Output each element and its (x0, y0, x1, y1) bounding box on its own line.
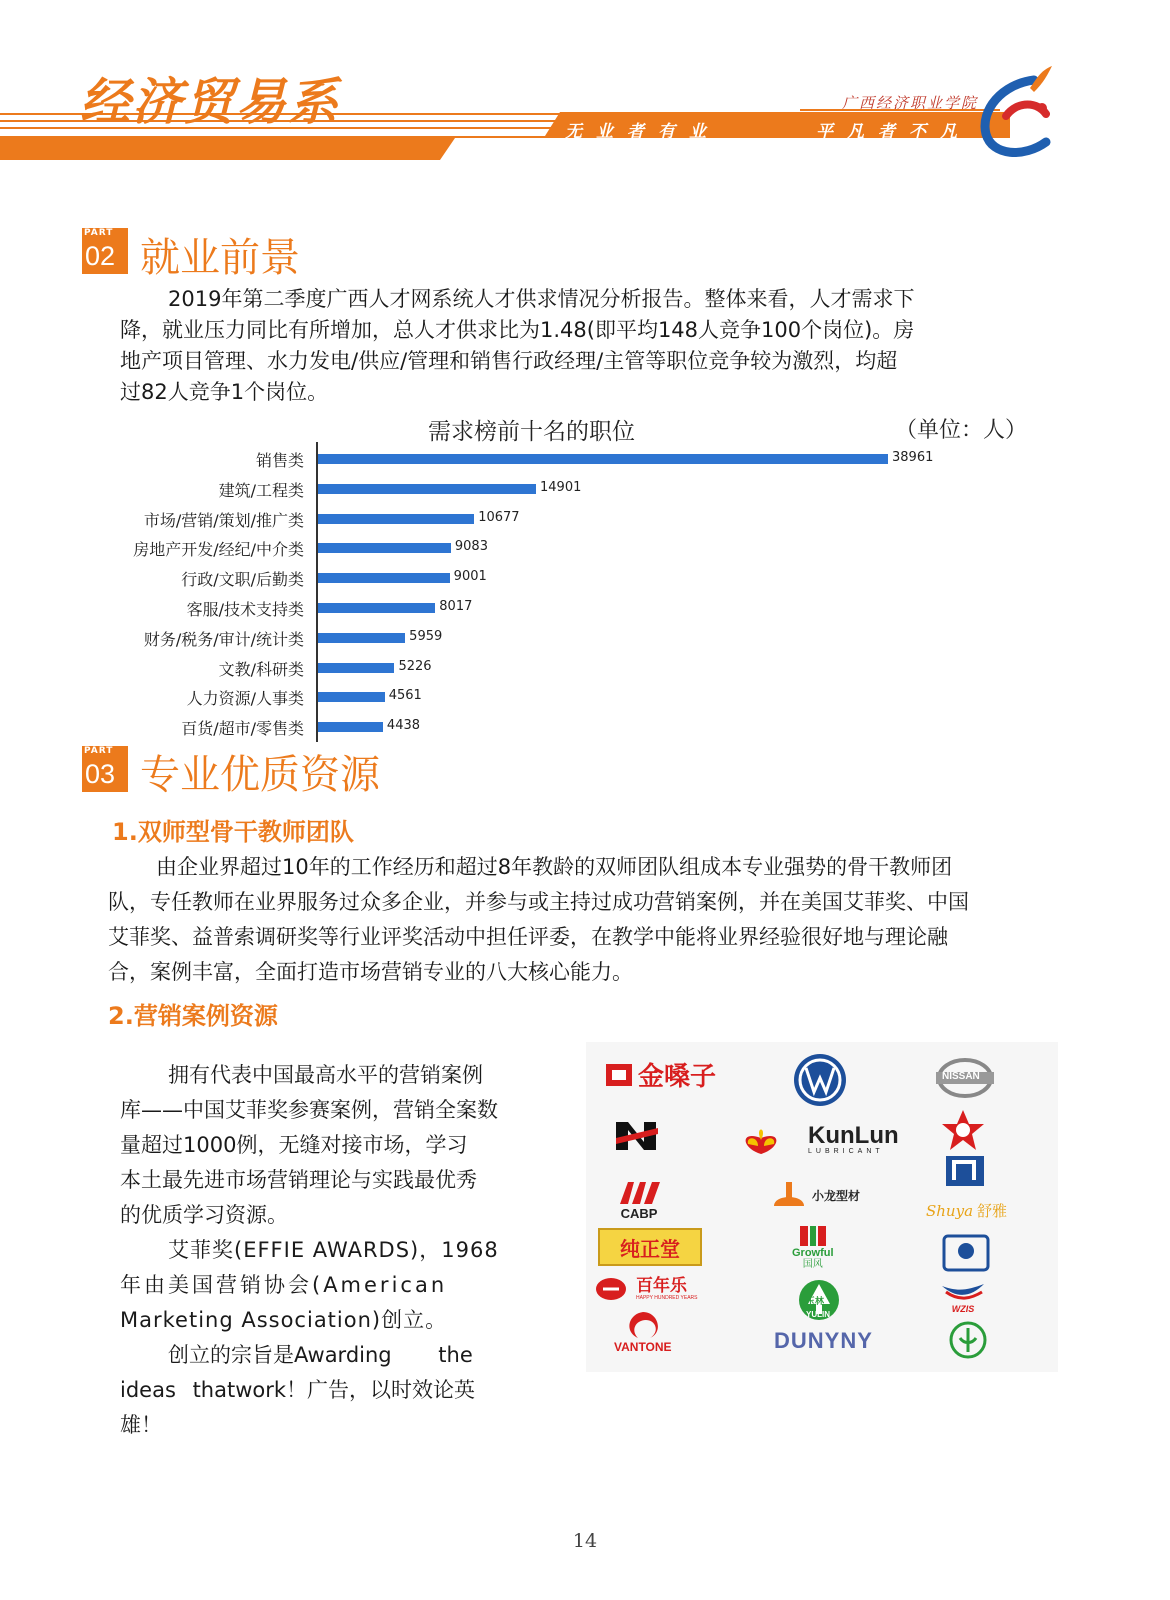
chart-value-label: 5226 (398, 658, 432, 674)
cabp-logo (616, 1178, 662, 1221)
paragraph-line: 合，案例丰富，全面打造市场营销专业的八大核心能力。 (108, 960, 633, 984)
volkswagen-logo (792, 1052, 848, 1108)
wzis-icon (938, 1282, 988, 1304)
chart-value-label: 10677 (478, 509, 520, 525)
college-emblem-icon (972, 62, 1062, 162)
chart-bar (318, 514, 474, 524)
n-brand-icon (614, 1118, 658, 1154)
paragraph-line: 艾菲奖(EFFIE AWARDS)，1968 (168, 1238, 499, 1262)
bainianle-icon (594, 1276, 628, 1302)
paragraph-line: 库——中国艾菲奖参赛案例，营销全案数 (120, 1098, 498, 1122)
chart-value-label: 4438 (386, 718, 421, 734)
employment-paragraph (120, 284, 1020, 408)
motto-left: 无业者有业 (565, 122, 720, 142)
petrochina-logo (736, 1118, 786, 1158)
paragraph-line: 创立的宗旨是Awarding the (168, 1343, 473, 1367)
brand-logo-grid (586, 1042, 1058, 1372)
chart-bar (318, 484, 536, 494)
chart-bar (318, 573, 450, 583)
chart-value-label: 5959 (409, 628, 443, 644)
case-resources-paragraph (120, 1058, 528, 1443)
chart-bar (318, 454, 888, 464)
shuya-text: 舒雅 (977, 1203, 1008, 1220)
chart-value-label: 9001 (453, 569, 487, 585)
yulin-text: 玉林 (806, 1296, 825, 1306)
chart-category-label: 行政/文职/后勤类 (181, 570, 304, 590)
jinsangzi-logo (604, 1056, 716, 1093)
part-label: PART (84, 746, 114, 756)
paragraph-line: 艾菲奖、益普索调研奖等行业评奖活动中担任评委，在教学中能将业界经验很好地与理论融 (108, 925, 948, 949)
blue-emblem-icon (942, 1234, 990, 1272)
xiaolong-text: 小龙型材 (812, 1188, 861, 1203)
blue-emblem-logo (942, 1234, 990, 1272)
chart-bar (318, 543, 451, 553)
part-number: 03 (85, 759, 116, 789)
xiaolong-icon (770, 1178, 808, 1212)
jinsangzi-text: 金嗓子 (638, 1062, 717, 1092)
chart-bar (318, 633, 405, 643)
green-badge-logo (948, 1320, 988, 1360)
chunzhengtang-logo (598, 1228, 702, 1266)
part-02-badge (82, 228, 128, 274)
jinsangzi-emblem-icon (604, 1060, 634, 1090)
chart-category-label: 百货/超市/零售类 (181, 719, 304, 739)
wzis-text: WZIS (951, 1304, 975, 1314)
section-title-resources: 专业优质资源 (140, 752, 380, 798)
vantone-swirl-icon (622, 1310, 664, 1340)
chart-category-label: 建筑/工程类 (218, 480, 304, 500)
chart-title: 需求榜前十名的职位 (428, 419, 635, 445)
page-header (0, 0, 1170, 170)
chart-value-label: 4561 (388, 688, 422, 704)
paragraph-line: 拥有代表中国最高水平的营销案例 (168, 1063, 483, 1087)
xiaolong-logo (770, 1178, 860, 1212)
star-g-icon (938, 1108, 988, 1152)
chart-category-label: 市场/营销/策划/推广类 (143, 510, 304, 530)
chart-category-label: 财务/税务/审计/统计类 (143, 629, 304, 649)
yulin-en-text: YULIN (806, 1310, 830, 1319)
growful-icon (798, 1224, 828, 1248)
part-number: 02 (85, 241, 116, 271)
subheading-teacher-team: 1.双师型骨干教师团队 (112, 818, 354, 846)
paragraph-line: 量超过1000例，无缝对接市场，学习 (120, 1133, 468, 1157)
chart-category-label: 销售类 (255, 451, 304, 470)
paragraph-line: 的优质学习资源。 (120, 1203, 288, 1227)
yulin-logo (790, 1278, 848, 1322)
college-name: 广西经济职业学院 (842, 94, 979, 112)
dunyny-logo (774, 1328, 873, 1354)
nissan-logo (936, 1058, 994, 1098)
shuya-en-text: Shuya (926, 1201, 974, 1220)
department-title: 经济贸易系 (80, 73, 340, 131)
growful-text: Growful (792, 1247, 834, 1259)
cabp-text: CABP (620, 1206, 658, 1221)
part-label: PART (84, 228, 114, 238)
vantone-logo (614, 1310, 672, 1354)
wzis-logo (938, 1282, 988, 1314)
bainianle-text: 百年乐 (636, 1276, 687, 1295)
square-n-logo (944, 1154, 986, 1188)
chart-category-label: 客服/技术支持类 (186, 600, 304, 619)
kunlun-logo (808, 1124, 899, 1155)
subheading-case-resources: 2.营销案例资源 (108, 1002, 278, 1030)
paragraph-line: 降，就业压力同比有所增加，总人才供求比为1.48(即平均148人竞争100个岗位)。房 (120, 318, 915, 342)
paragraph-line: 本土最先进市场营销理论与实践最优秀 (120, 1168, 477, 1192)
bainianle-logo (594, 1276, 698, 1302)
paragraph-line: 年由美国营销协会(American (120, 1273, 448, 1297)
guofeng-text: 国风 (802, 1259, 823, 1270)
nissan-text: NISSAN (942, 1071, 980, 1082)
chart-bar (318, 663, 394, 673)
section-title-employment: 就业前景 (140, 235, 300, 281)
chart-category-label: 人力资源/人事类 (186, 689, 304, 709)
shuya-logo (926, 1200, 1007, 1221)
chart-bar (318, 692, 385, 702)
demand-bar-chart (0, 405, 1170, 745)
cabp-icon (616, 1178, 662, 1206)
paragraph-line: 过82人竞争1个岗位。 (120, 380, 329, 404)
square-n-icon (944, 1154, 986, 1188)
page-number: 14 (572, 1530, 598, 1552)
vantone-text: VANTONE (614, 1340, 672, 1354)
chart-value-label: 14901 (540, 479, 582, 495)
paragraph-line: 队，专任教师在业界服务过众多企业，并参与或主持过成功营销案例，并在美国艾菲奖、中国 (108, 890, 969, 914)
kunlun-text: KunLun (808, 1122, 899, 1149)
paragraph-line: 地产项目管理、水力发电/供应/管理和销售行政经理/主管等职位竞争较为激烈，均超 (120, 349, 898, 373)
chart-bar (318, 722, 383, 732)
paragraph-line: 由企业界超过10年的工作经历和超过8年教龄的双师团队组成本专业强势的骨干教师团 (156, 855, 953, 879)
chart-value-label: 38961 (892, 450, 934, 465)
dunyny-text: DUNYNY (774, 1328, 873, 1353)
chart-value-label: 9083 (454, 539, 488, 555)
star-g-logo (938, 1108, 988, 1152)
paragraph-line: 2019年第二季度广西人才网系统人才供求情况分析报告。整体来看，人才需求下 (168, 287, 915, 311)
chart-value-label: 8017 (439, 599, 473, 614)
teacher-team-paragraph (108, 850, 1038, 990)
growful-logo (792, 1224, 834, 1270)
chart-category-label: 文教/科研类 (218, 659, 304, 679)
n-brand-logo (614, 1118, 658, 1154)
chunzhengtang-text: 纯正堂 (620, 1236, 680, 1261)
kunlun-sub-text: LUBRICANT (808, 1148, 884, 1155)
paragraph-line: Marketing Association)创立。 (120, 1308, 448, 1332)
chart-unit-note: （单位：人） (895, 418, 1028, 443)
part-03-badge (82, 746, 128, 792)
bainianle-en-text: HAPPY HUNDRED YEARS (636, 1295, 698, 1301)
paragraph-line: 雄！ (120, 1413, 162, 1437)
chart-plot-area (0, 405, 1170, 745)
paragraph-line: ideas thatwork！广告，以时效论英 (120, 1378, 476, 1402)
chart-category-label: 房地产开发/经纪/中介类 (133, 540, 304, 560)
green-badge-icon (948, 1320, 988, 1360)
motto-right: 平凡者不凡 (816, 122, 971, 142)
chart-bar (318, 603, 435, 613)
petrochina-icon (736, 1118, 786, 1158)
volkswagen-icon (792, 1052, 848, 1108)
